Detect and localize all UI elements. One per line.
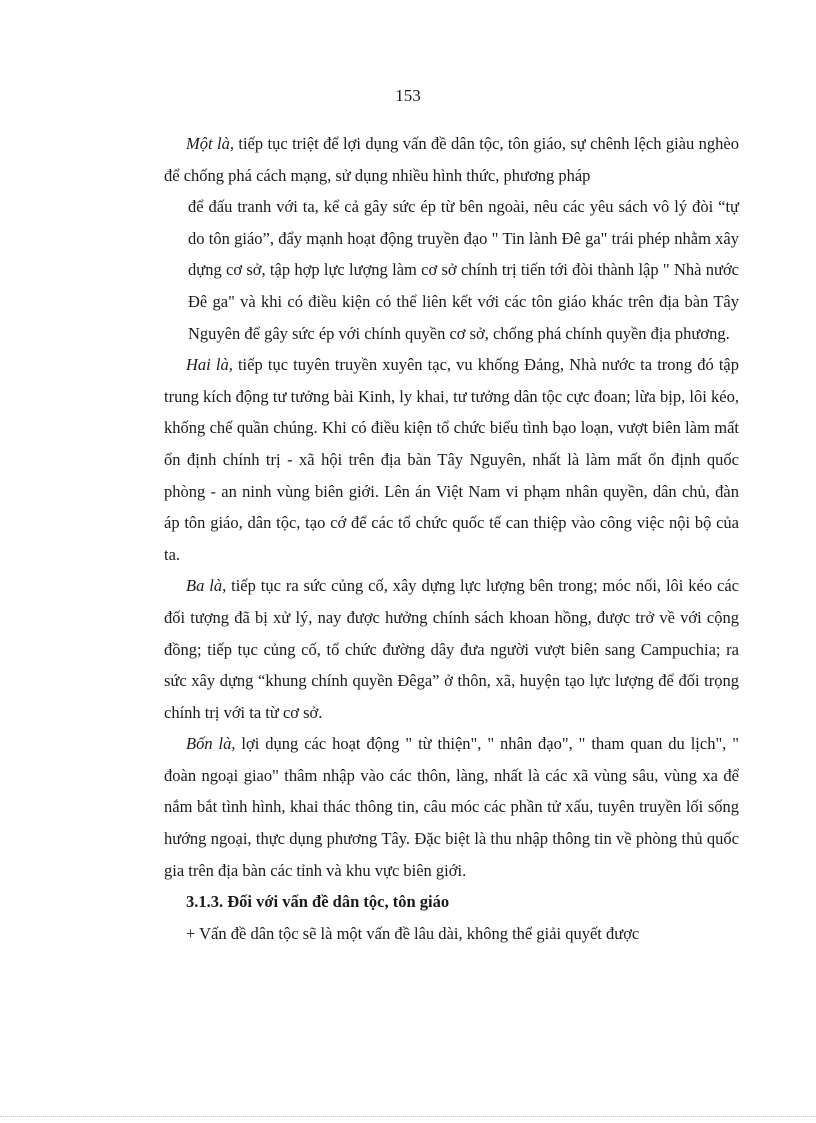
paragraph-text: lợi dụng các hoạt động " từ thiện", " nhân đạo", " tham quan du lịch", " đoàn ngoại giao" thâm nhập vào các thôn, làng, nhất là các xã vùng sâu, vùng xa để nắm bắt tình hình, khai thác thông tin, câu móc các phần tử xấu, tuyên truyền lối sống hướng ngoại, thực dụng phương Tây. Đặc biệt là thu nhập thông tin về phòng thủ quốc gia trên địa bàn các tỉnh và khu vực biên giới. xyxy=(164,734,739,880)
paragraph-lead: Một là, xyxy=(186,134,234,153)
paragraph-text: tiếp tục ra sức củng cố, xây dựng lực lượng bên trong; móc nối, lôi kéo các đối tượng đã bị xử lý, nay được hưởng chính sách khoan hồng, được trở về với cộng đồng; tiếp tục củng cố, tổ chức đường dây đưa người vượt biên sang Campuchia; ra sức xây dựng “khung chính quyền Đêga” ở thôn, xã, huyện tạo lực lượng để đối trọng chính trị với ta từ cơ sở. xyxy=(164,576,739,722)
paragraph-lead: Bốn là, xyxy=(186,734,236,754)
paragraph-mot-la xyxy=(164,128,739,191)
paragraph-bon-la xyxy=(164,728,739,886)
document-body xyxy=(164,128,739,949)
paragraph-lead: Hai là, xyxy=(186,355,233,375)
paragraph-mot-la-continued: để đấu tranh với ta, kể cả gây sức ép từ bên ngoài, nêu các yêu sách vô lý đòi “tự do tôn giáo”, đẩy mạnh hoạt động truyền đạo " Tin lành Đê ga" trái phép nhằm xây dựng cơ sở, tập hợp lực lượng làm cơ sở chính trị tiến tới đòi thành lập " Nhà nước Đê ga" và khi có điều kiện có thể liên kết với các tôn giáo khác trên địa bàn Tây Nguyên để gây sức ép với chính quyền cơ sở, chống phá chính quyền địa phương. xyxy=(188,197,739,343)
section-heading: 3.1.3. Đối với vấn đề dân tộc, tôn giáo xyxy=(186,892,450,912)
paragraph-ba-la xyxy=(164,570,739,728)
trailing-line: + Vấn đề dân tộc sẽ là một vấn đề lâu dài, không thể giải quyết được xyxy=(186,923,640,943)
page-number: 153 xyxy=(395,86,421,105)
paragraph-text: tiếp tục tuyên truyền xuyên tạc, vu khống Đảng, Nhà nước ta trong đó tập trung kích động tư tưởng bài Kinh, ly khai, tư tưởng dân tộc cực đoan; lừa bịp, lôi kéo, khống chế quần chúng. Khi có điều kiện tổ chức biểu tình bạo loạn, vượt biên làm mất ổn định chính trị - xã hội trên địa bàn Tây Nguyên, nhất là làm mất ổn định quốc phòng - an ninh vùng biên giới. Lên án Việt Nam vi phạm nhân quyền, dân chủ, đàn áp tôn giáo, dân tộc, tạo cớ để các tổ chức quốc tế can thiệp vào công việc nội bộ của ta. xyxy=(164,355,739,564)
paragraph-lead: Ba là, xyxy=(186,576,227,596)
paragraph-first-lines: tiếp tục triệt để lợi dụng vấn đề dân tộc, tôn giáo, sự chênh lệch giàu nghèo để chống phá cách mạng, sử dụng nhiều hình thức, phương pháp xyxy=(164,134,739,185)
page-bottom-dotted-rule xyxy=(0,1116,816,1117)
paragraph-hai-la xyxy=(164,349,739,570)
